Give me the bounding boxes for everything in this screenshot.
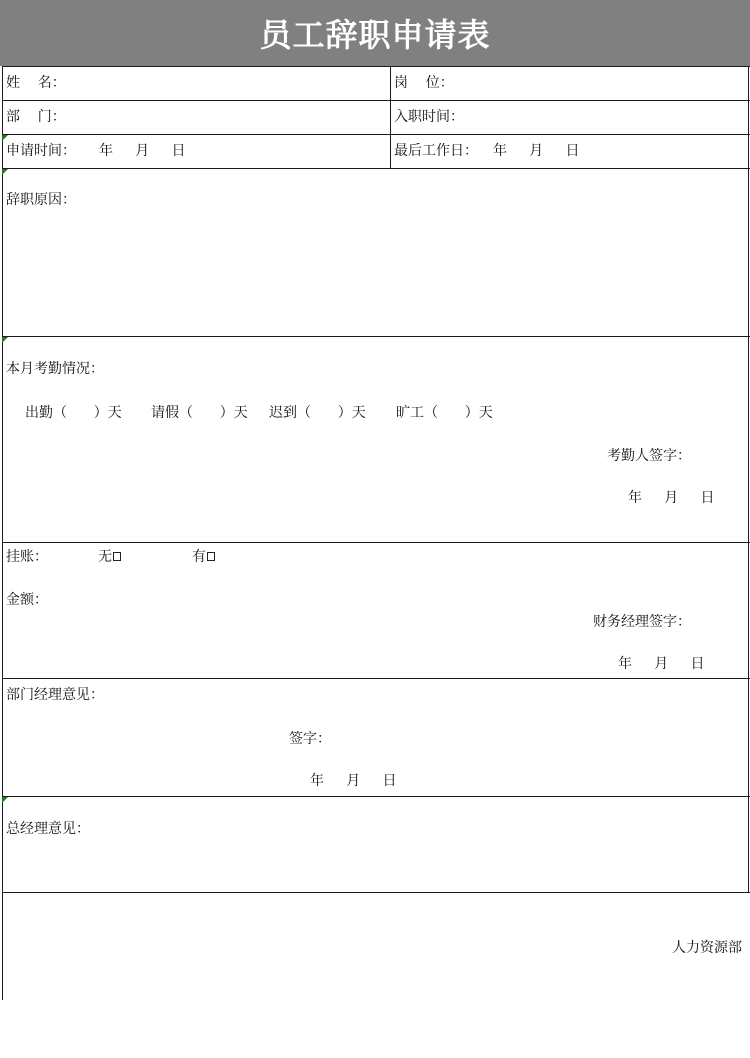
last-day-label: 最后工作日： (394, 143, 478, 159)
name-label: 姓 名： (6, 75, 66, 91)
general-manager-label: 总经理意见： (6, 821, 90, 837)
apply-date-value: 年 月 日 (99, 143, 186, 159)
row-divider (2, 892, 750, 893)
left-border (2, 66, 3, 1000)
position-label: 岗 位： (394, 75, 454, 91)
right-border (748, 66, 749, 892)
last-day-value: 年 月 日 (493, 143, 580, 159)
form-title: 员工辞职申请表 (0, 0, 750, 66)
cell-marker (2, 337, 8, 343)
dept-manager-label: 部门经理意见： (6, 687, 104, 703)
row-divider (2, 542, 750, 543)
row-divider (2, 336, 750, 337)
amount-label: 金额： (6, 592, 48, 608)
row-divider (2, 66, 750, 67)
checkbox-has[interactable] (207, 552, 215, 561)
dept-label: 部 门： (6, 109, 66, 125)
row-divider (2, 678, 750, 679)
attendance-leave: 请假（ ）天 (151, 405, 248, 421)
row-divider (2, 100, 750, 101)
reason-label: 辞职原因： (6, 192, 76, 208)
row-divider (2, 796, 750, 797)
row-divider (2, 168, 750, 169)
cell-marker (2, 169, 8, 175)
hold-label: 挂账： (6, 549, 48, 565)
attendance-present: 出勤（ ）天 (25, 405, 122, 421)
option-none[interactable] (98, 547, 121, 567)
dept-manager-sign-label: 签字： (289, 731, 331, 747)
checkbox-none[interactable] (113, 552, 121, 561)
option-has-label: 有 (192, 549, 206, 565)
apply-date-label: 申请时间： (6, 143, 76, 159)
attendance-label: 本月考勤情况： (6, 361, 104, 377)
cell-marker (2, 797, 8, 803)
attendance-date: 年 月 日 (628, 490, 715, 506)
column-divider (390, 66, 391, 168)
attendance-late: 迟到（ ）天 (269, 405, 366, 421)
attendance-absent: 旷工（ ）天 (396, 405, 493, 421)
entry-date-label: 入职时间： (394, 109, 464, 125)
row-divider (2, 134, 750, 135)
dept-manager-date: 年 月 日 (310, 773, 397, 789)
option-has[interactable] (192, 547, 215, 567)
finance-date: 年 月 日 (618, 656, 705, 672)
attendance-sign-label: 考勤人签字： (607, 448, 691, 464)
hr-dept-label: 人力资源部 (672, 940, 742, 956)
finance-sign-label: 财务经理签字： (593, 614, 691, 630)
option-none-label: 无 (98, 549, 112, 565)
